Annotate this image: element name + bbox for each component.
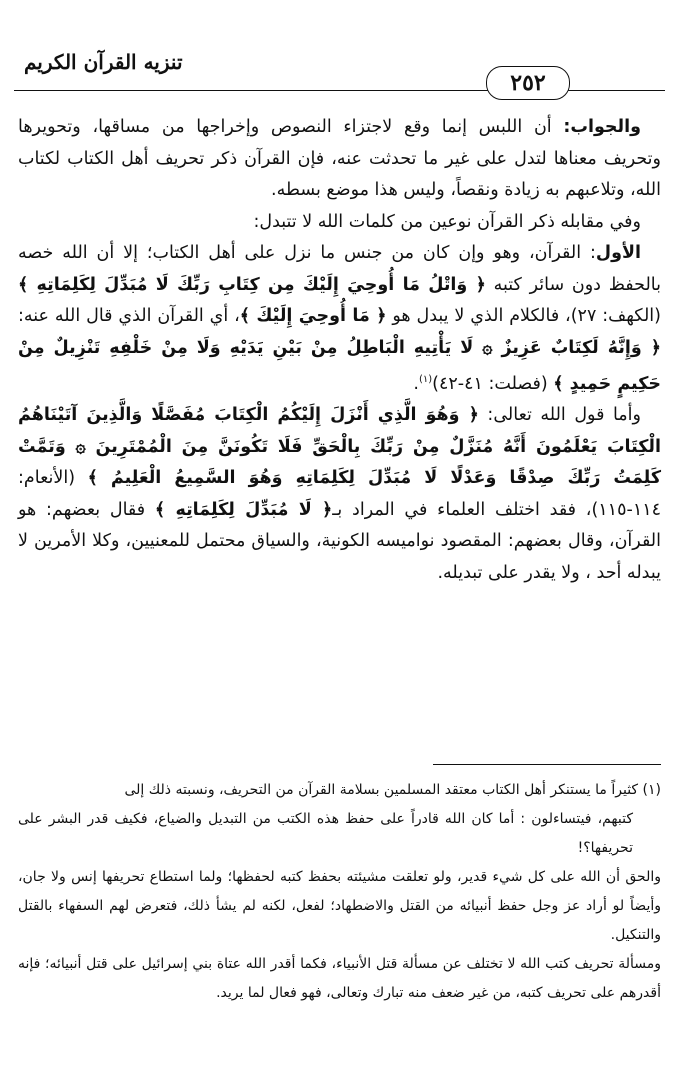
page-header	[14, 40, 665, 96]
paragraph-anam	[18, 400, 661, 589]
first-text-a: : القرآن، وهو وإن كان من جنس ما نزل على أهل الكتاب؛ إلا أن الله خصه بالحفظ دون سائر كتبه	[18, 243, 661, 295]
footnote-1-line-2: كتبهم، فيتساءلون : أما كان الله قادراً على حفظ هذه الكتب من التبديل والضياع، فكيف قدر البشر على تحريفها؟!	[18, 811, 633, 856]
quran-verse-revealed: ﴿ مَا أُوحِيَ إِلَيْكَ ﴾	[239, 306, 387, 326]
first-text-c: ، أي القرآن الذي قال الله عنه:	[18, 306, 240, 326]
footnote-separator	[433, 764, 661, 765]
answer-text: أن اللبس إنما وقع لاجتزاء النصوص وإخراجها من مساقها، وتحويرها وتحريف معناها لتدل على غير ما تحدثت عنه، فإن القرآن ذكر تحريف أهل الكتاب لكتاب الله، وتلاعبهم به زيادة ونقصاً، وليس هذا موضع بسطه.	[18, 117, 661, 200]
anam-text-c: فقال بعضهم: هو القرآن، وقال بعضهم: المقصود نواميسه الكونية، والسياق محتمل للمعنيين، وكلا الأمرين لا يبدله أحد ، ولا يقدر على تبديله.	[18, 499, 661, 583]
footnote-1-line-1: (١) كثيراً ما يستنكر أهل الكتاب معتقد المسلمين بسلامة القرآن من التحريف، ونسبته ذلك إلى	[124, 782, 661, 798]
quran-verse-fussilat: ﴿ وَإِنَّهُ لَكِتَابٌ عَزِيزٌ ۞ لَا يَأْتِيهِ الْبَاطِلُ مِنْ بَيْنِ يَدَيْهِ وَلَا مِنْ خَلْفِهِ تَنْزِيلٌ مِنْ حَكِيمٍ حَمِيدٍ ﴾	[18, 337, 661, 394]
footnote-ref-1: (١)	[418, 374, 433, 385]
paragraph-answer	[18, 112, 661, 207]
first-text-d: (فصلت: ٤١-٤٢)	[432, 373, 554, 394]
page-number: ٢٥٢	[486, 66, 570, 100]
answer-lead: والجواب:	[563, 117, 641, 137]
paragraph-first	[18, 238, 661, 400]
footnote-1-paragraph-2: والحق أن الله على كل شيء قدير، ولو تعلقت مشيئته بحفظ كتبه لحفظها؛ ولما استطاع تحريفها إنس ولا جان، وأيضاً لو أراد عز وجل حفظ أنبيائه من القتل والاضطهاد؛ لفعل، لكنه لم يشأ ذلك، فتعرض لهم السفهاء بالقتل والتنكيل.	[18, 869, 661, 943]
first-lead: الأول	[595, 243, 641, 263]
first-text-end: .	[413, 373, 419, 394]
footnotes	[18, 776, 661, 1008]
paragraph-two-kinds	[18, 207, 661, 239]
footnote-1-paragraph-3: ومسألة تحريف كتب الله لا تختلف عن مسألة قتل الأنبياء، فكما أقدر الله عتاة بني إسرائيل على قتل أنبيائه؛ فإنه أقدرهم على تحريف كتبه، من غير ضعف منه تبارك وتعالى، فهو فعال لما يريد.	[18, 956, 661, 1001]
quran-verse-no-changer: ﴿ لَا مُبَدِّلَ لِكَلِمَاتِهِ ﴾	[154, 499, 333, 520]
first-text-b: (الكهف: ٢٧)، فالكلام الذي لا يبدل هو	[386, 306, 661, 326]
main-text	[18, 112, 661, 589]
quran-verse-kahf: ﴿ وَاتْلُ مَا أُوحِيَ إِلَيْكَ مِن كِتَابِ رَبِّكَ لَا مُبَدِّلَ لِكَلِمَاتِهِ ﴾	[18, 274, 486, 295]
running-title: تنزيه القرآن الكريم	[24, 50, 183, 74]
anam-text-a: وأما قول الله تعالى:	[478, 405, 641, 426]
anam-text-b: (الأنعام: ١١٤-١١٥)، فقد اختلف العلماء في المراد بـ	[18, 468, 662, 520]
two-kinds-text: وفي مقابله ذكر القرآن نوعين من كلمات الله لا تتبدل:	[253, 211, 641, 232]
quran-verse-anam: ﴿ وَهُوَ الَّذِي أَنْزَلَ إِلَيْكُمُ الْكِتَابَ مُفَصَّلًا وَالَّذِينَ آتَيْنَاهُمُ الْكِتَابَ يَعْلَمُونَ أَنَّهُ مُنَزَّلٌ مِنْ رَبِّكَ بِالْحَقِّ فَلَا تَكُونَنَّ مِنَ الْمُمْتَرِينَ ۞ وَتَمَّتْ كَلِمَتُ رَبِّكَ صِدْقًا وَعَدْلًا لَا مُبَدِّلَ لِكَلِمَاتِهِ وَهُوَ السَّمِيعُ الْعَلِيمُ ﴾	[18, 405, 661, 489]
